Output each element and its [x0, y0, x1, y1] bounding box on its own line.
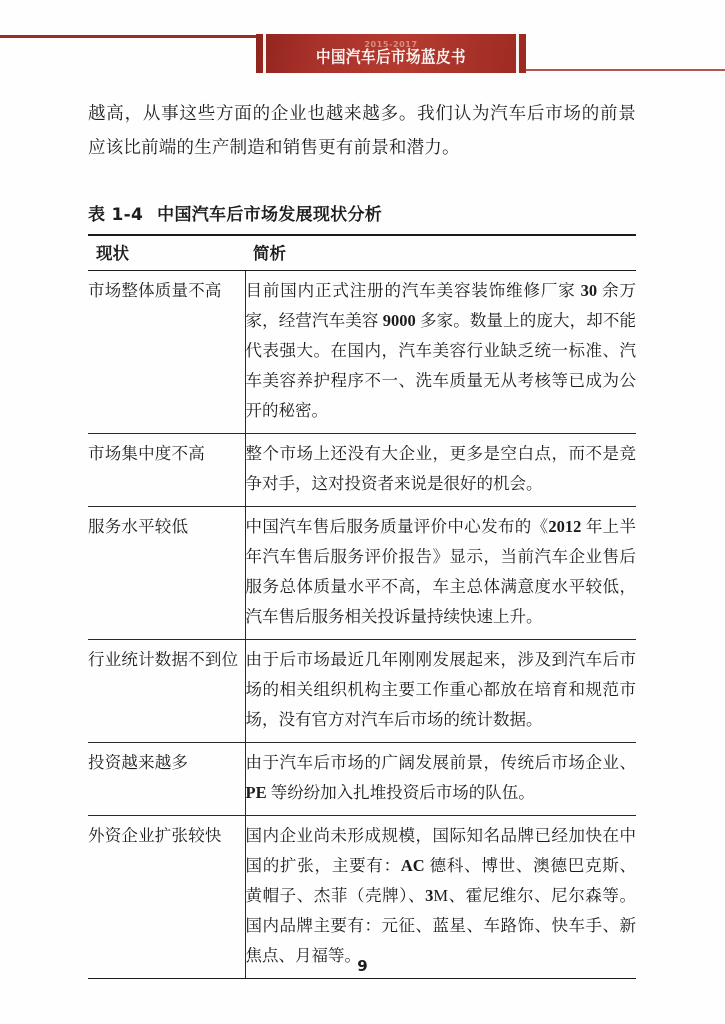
market-status-table — [88, 234, 636, 979]
banner-edge-left — [263, 34, 266, 73]
table-row — [88, 507, 636, 640]
page-number: 9 — [357, 957, 368, 975]
table-caption — [88, 200, 636, 225]
cell-desc: 目前国内正式注册的汽车美容装饰维修厂家 30 余万家，经营汽车美容 9000 多家。数量上的庞大，却不能代表强大。在国内，汽车美容行业缺乏统一标准、汽车美容养护程序不一、洗车质量无从考核等已成为公开的秘密。 — [245, 271, 636, 434]
banner-book-title: 中国汽车后市场蓝皮书 — [316, 49, 466, 68]
table-row — [88, 640, 636, 743]
table-header-row — [88, 235, 636, 271]
column-header-desc: 简析 — [245, 235, 636, 271]
cell-desc: 由于后市场最近几年刚刚发展起来，涉及到汽车后市场的相关组织机构主要工作重心都放在培育和规范市场，没有官方对汽车后市场的统计数据。 — [245, 640, 636, 743]
table-row — [88, 271, 636, 434]
cell-state: 市场整体质量不高 — [88, 271, 245, 434]
cell-desc: 中国汽车售后服务质量评价中心发布的《2012 年上半年汽车售后服务评价报告》显示，当前汽车企业售后服务总体质量水平不高，车主总体满意度水平较低，汽车售后服务相关投诉量持续快速上升。 — [245, 507, 636, 640]
cell-state: 外资企业扩张较快 — [88, 816, 245, 979]
table-row — [88, 434, 636, 507]
cell-desc: 国内企业尚未形成规模，国际知名品牌已经加快在中国的扩张，主要有：AC 德科、博世、澳德巴克斯、黄帽子、杰菲（壳牌）、3M、霍尼维尔、尼尔森等。国内品牌主要有：元征、蓝星、车路饰、快车手、新焦点、月福等。 — [245, 816, 636, 979]
table-row — [88, 816, 636, 979]
table-body — [88, 271, 636, 979]
table-caption-number: 表 1-4 — [88, 205, 144, 225]
banner-edge-right — [516, 34, 519, 73]
cell-state: 行业统计数据不到位 — [88, 640, 245, 743]
banner-inner — [316, 41, 466, 66]
table-caption-text: 中国汽车后市场发展现状分析 — [157, 205, 383, 225]
header-banner — [256, 34, 526, 73]
column-header-state: 现状 — [88, 235, 245, 271]
cell-desc: 由于汽车后市场的广阔发展前景，传统后市场企业、PE 等纷纷加入扎堆投资后市场的队伍。 — [245, 743, 636, 816]
cell-state: 投资越来越多 — [88, 743, 245, 816]
header-rule-left — [0, 35, 258, 38]
banner-years: 2015-2017 — [364, 40, 418, 50]
body-paragraph: 越高，从事这些方面的企业也越来越多。我们认为汽车后市场的前景应该比前端的生产制造和销售更有前景和潜力。 — [88, 103, 636, 157]
cell-state: 市场集中度不高 — [88, 434, 245, 507]
cell-state: 服务水平较低 — [88, 507, 245, 640]
page-header-band — [0, 31, 725, 73]
page-content — [88, 96, 636, 979]
table-row — [88, 743, 636, 816]
cell-desc: 整个市场上还没有大企业，更多是空白点，而不是竞争对手，这对投资者来说是很好的机会。 — [245, 434, 636, 507]
table-header — [88, 235, 636, 271]
